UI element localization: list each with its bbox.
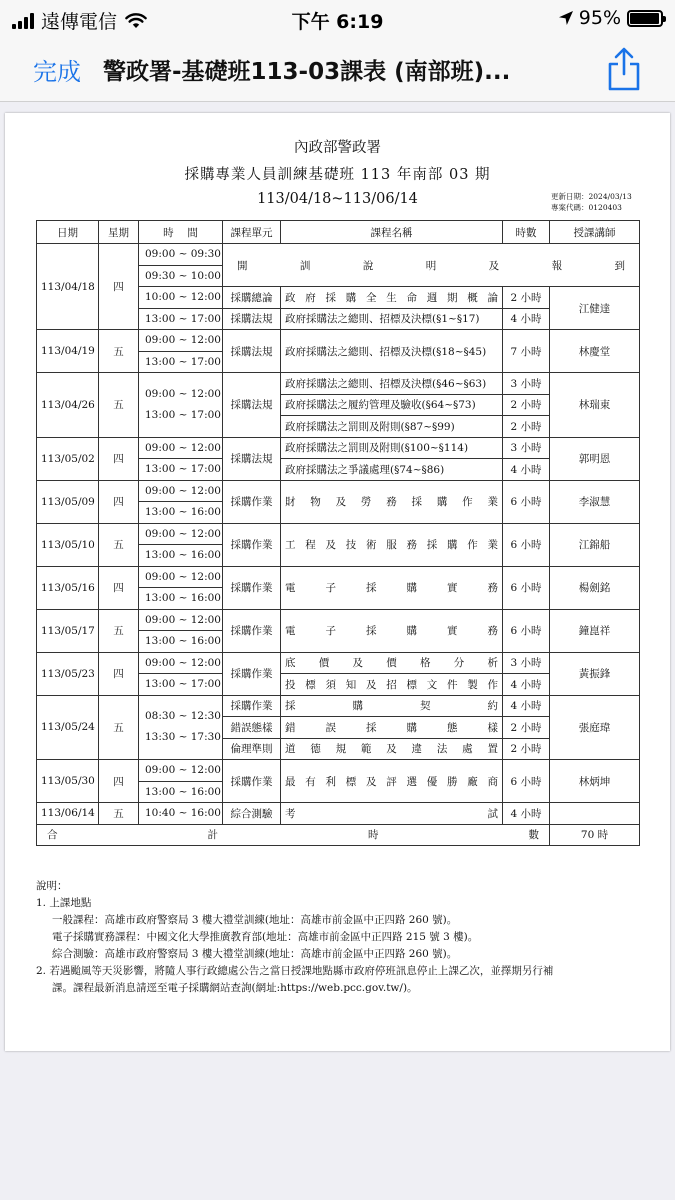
cell-weekday: 五	[99, 803, 139, 825]
cell-unit: 錯誤態樣	[223, 717, 281, 739]
cell-time: 13:00 ~ 16:00	[139, 502, 223, 524]
cell-hours: 3 小時	[503, 373, 550, 395]
cell-date: 113/06/14	[37, 803, 99, 825]
cell-time	[139, 695, 223, 760]
cell-instructor: 林瑞東	[550, 373, 640, 438]
cell-unit: 綜合測驗	[223, 803, 281, 825]
cell-hours: 3 小時	[503, 437, 550, 459]
cell-time: 13:00 ~ 16:00	[139, 588, 223, 610]
cell-course-name: 工程及技術服務採購作業	[281, 523, 503, 566]
cell-time: 09:00 ~ 12:00	[139, 330, 223, 352]
cell-weekday: 四	[99, 244, 139, 330]
cell-unit: 採購作業	[223, 566, 281, 609]
cell-hours: 6 小時	[503, 566, 550, 609]
table-row	[37, 480, 640, 502]
table-row	[37, 523, 640, 545]
cell-weekday: 五	[99, 523, 139, 566]
cell-unit: 採購作業	[223, 695, 281, 717]
cell-time: 10:40 ~ 16:00	[139, 803, 223, 825]
cell-time: 13:00 ~ 16:00	[139, 631, 223, 653]
cell-course-name: 採購契約	[281, 695, 503, 717]
cell-hours: 7 小時	[503, 330, 550, 373]
cell-weekday: 五	[99, 330, 139, 373]
table-row	[37, 437, 640, 459]
cell-unit: 採購法規	[223, 308, 281, 330]
header-date: 日期	[37, 221, 99, 244]
note-line: 綜合測驗：高雄市政府警察局 3 樓大禮堂訓練(地址：高雄市前金區中正四路 260 號)。	[52, 948, 458, 960]
cell-date: 113/05/23	[37, 652, 99, 695]
cell-time: 09:00 ~ 12:00	[139, 480, 223, 502]
cell-date: 113/05/17	[37, 609, 99, 652]
clock: 下午 6:19	[291, 11, 384, 33]
doc-agency: 內政部警政署	[294, 140, 381, 156]
header-unit: 課程單元	[223, 221, 281, 244]
total-hours: 70 時	[550, 824, 640, 846]
cell-instructor	[550, 803, 640, 825]
cell-date: 113/05/30	[37, 760, 99, 803]
cell-unit: 採購法規	[223, 373, 281, 438]
doc-project-code: 專案代碼：0120403	[551, 203, 622, 212]
cell-course-name: 投標須知及招標文件製作	[281, 674, 503, 696]
battery-level	[630, 13, 659, 24]
notes-heading: 說明：	[36, 880, 68, 892]
table-row	[37, 609, 640, 631]
note-line: 一般課程：高雄市政府警察局 3 樓大禮堂訓練(地址：高雄市前金區中正四路 260 號)。	[52, 914, 458, 926]
total-row	[37, 824, 640, 846]
cell-hours: 2 小時	[503, 394, 550, 416]
share-icon[interactable]	[604, 46, 644, 92]
cell-hours: 4 小時	[503, 459, 550, 481]
cell-weekday: 四	[99, 566, 139, 609]
cell-instructor: 郭明恩	[550, 437, 640, 480]
cell-date: 113/05/09	[37, 480, 99, 523]
header-time: 時 間	[139, 221, 223, 244]
cell-time	[139, 373, 223, 438]
location-arrow-icon	[558, 10, 574, 26]
cell-date: 113/05/10	[37, 523, 99, 566]
cell-unit: 採購作業	[223, 652, 281, 695]
cell-time: 09:00 ~ 12:00	[139, 437, 223, 459]
cell-unit: 採購作業	[223, 523, 281, 566]
done-button[interactable]: 完成	[33, 52, 81, 87]
cell-hours: 6 小時	[503, 760, 550, 803]
cell-unit: 倫理準則	[223, 738, 281, 760]
table-row	[37, 330, 640, 352]
cell-hours: 2 小時	[503, 287, 550, 309]
notes-section	[36, 878, 651, 997]
cell-course-name: 財物及勞務採購作業	[281, 480, 503, 523]
status-right	[558, 7, 663, 29]
cell-time: 13:00 ~ 16:00	[139, 545, 223, 567]
cell-time: 13:00 ~ 17:00	[139, 308, 223, 330]
table-header-row	[37, 221, 640, 244]
cell-date: 113/05/24	[37, 695, 99, 760]
note-line: 課。課程最新消息請逕至電子採購網站查詢(網址:https://web.pcc.gov.tw/)。	[52, 982, 418, 994]
cell-time: 09:00 ~ 12:00	[139, 609, 223, 631]
cell-time: 09:30 ~ 10:00	[139, 265, 223, 287]
cell-date: 113/05/02	[37, 437, 99, 480]
cell-course-name: 考試	[281, 803, 503, 825]
cell-time: 09:00 ~ 09:30	[139, 244, 223, 266]
cell-date: 113/04/18	[37, 244, 99, 330]
cell-date: 113/04/26	[37, 373, 99, 438]
cell-time: 09:00 ~ 12:00	[139, 523, 223, 545]
battery-icon	[627, 10, 663, 27]
cell-weekday: 四	[99, 480, 139, 523]
table-row	[37, 803, 640, 825]
cell-time: 13:00 ~ 17:00	[139, 459, 223, 481]
cell-hours: 4 小時	[503, 674, 550, 696]
cell-unit: 採購法規	[223, 437, 281, 480]
cell-hours: 6 小時	[503, 480, 550, 523]
note-line: 電子採購實務課程：中國文化大學推廣教育部(地址：高雄市前金區中正四路 215 號 3 樓)。	[52, 931, 479, 943]
cell-course-name: 道德規範及違法處置	[281, 738, 503, 760]
cell-unit: 採購作業	[223, 480, 281, 523]
cell-hours: 6 小時	[503, 523, 550, 566]
cell-course-name: 最有利標及評選優勝廠商	[281, 760, 503, 803]
cell-time: 13:00 ~ 17:00	[139, 674, 223, 696]
time-slot: 13:30 ~ 17:30	[145, 731, 221, 744]
cell-course-name: 政府採購法之總則、招標及決標(§46~§63)	[281, 373, 503, 395]
cell-weekday: 四	[99, 760, 139, 803]
cell-hours: 4 小時	[503, 695, 550, 717]
cell-time: 13:00 ~ 17:00	[139, 351, 223, 373]
cell-course-name: 政府採購法之爭議處理(§74~§86)	[281, 459, 503, 481]
cell-hours: 4 小時	[503, 308, 550, 330]
header-course-name: 課程名稱	[281, 221, 503, 244]
doc-date-range: 113/04/18~113/06/14	[257, 191, 418, 207]
cell-time: 09:00 ~ 12:00	[139, 652, 223, 674]
document-page	[5, 113, 670, 1051]
cell-instructor: 林慶堂	[550, 330, 640, 373]
cell-unit: 採購總論	[223, 287, 281, 309]
cell-hours: 3 小時	[503, 652, 550, 674]
table-row	[37, 652, 640, 674]
cell-time: 09:00 ~ 12:00	[139, 760, 223, 782]
cell-instructor: 江錦船	[550, 523, 640, 566]
table-row	[37, 695, 640, 717]
cell-course-name: 底價及價格分析	[281, 652, 503, 674]
cell-course-name: 政府採購法之總則、招標及決標(§1~§17)	[281, 308, 503, 330]
table-row	[37, 373, 640, 395]
table-row	[37, 244, 640, 266]
cell-course-name: 政府採購全生命週期概論	[281, 287, 503, 309]
header-weekday: 星期	[99, 221, 139, 244]
note-item: 2. 若遇颱風等天災影響，將隨人事行政總處公告之當日授課地點縣市政府停班訊息停止上課乙次，並擇期另行補	[36, 965, 554, 977]
carrier-name: 遠傳電信	[41, 11, 118, 33]
note-item: 1. 上課地點	[36, 897, 92, 909]
cell-unit: 採購作業	[223, 609, 281, 652]
navigation-bar	[0, 36, 675, 102]
cell-weekday: 五	[99, 373, 139, 438]
document-title: 警政署-基礎班113-03課表 (南部班)...	[103, 59, 511, 85]
cell-weekday: 四	[99, 437, 139, 480]
cell-course-name: 錯誤採購態樣	[281, 717, 503, 739]
doc-updated-date: 更新日期：2024/03/13	[551, 192, 632, 201]
cell-course-name: 政府採購法之履約管理及驗收(§64~§73)	[281, 394, 503, 416]
battery-percent: 95%	[578, 7, 621, 29]
cell-instructor: 張庭瑋	[550, 695, 640, 760]
schedule-table	[36, 220, 640, 846]
cell-weekday: 五	[99, 695, 139, 760]
time-slot: 08:30 ~ 12:30	[145, 710, 221, 723]
cell-unit: 採購作業	[223, 760, 281, 803]
cell-instructor: 林炳坤	[550, 760, 640, 803]
header-hours: 時數	[503, 221, 550, 244]
cell-hours: 2 小時	[503, 738, 550, 760]
cell-weekday: 五	[99, 609, 139, 652]
header-instructor: 授課講師	[550, 221, 640, 244]
total-label: 合計時數	[37, 824, 550, 846]
cell-instructor: 鐘崑祥	[550, 609, 640, 652]
cell-hours: 4 小時	[503, 803, 550, 825]
doc-meta	[551, 191, 632, 213]
cell-time: 13:00 ~ 16:00	[139, 781, 223, 803]
table-row	[37, 566, 640, 588]
cell-hours: 6 小時	[503, 609, 550, 652]
cell-time: 09:00 ~ 12:00	[139, 566, 223, 588]
cell-time: 10:00 ~ 12:00	[139, 287, 223, 309]
cell-date: 113/05/16	[37, 566, 99, 609]
doc-course-title: 採購專業人員訓練基礎班 113 年南部 03 期	[184, 167, 491, 183]
time-slot: 13:00 ~ 17:00	[145, 408, 221, 421]
cell-course-name: 政府採購法之總則、招標及決標(§18~§45)	[281, 330, 503, 373]
cell-opening: 開訓說明及報到	[223, 244, 640, 287]
cell-hours: 2 小時	[503, 717, 550, 739]
status-bar	[0, 0, 675, 36]
cell-instructor: 李淑慧	[550, 480, 640, 523]
cell-course-name: 電子採購實務	[281, 609, 503, 652]
cell-instructor: 江健達	[550, 287, 640, 330]
cell-instructor: 黃振鋒	[550, 652, 640, 695]
cell-instructor: 楊劍銘	[550, 566, 640, 609]
table-row	[37, 760, 640, 782]
cell-unit: 採購法規	[223, 330, 281, 373]
cell-date: 113/04/19	[37, 330, 99, 373]
cell-weekday: 四	[99, 652, 139, 695]
cell-course-name: 政府採購法之罰則及附則(§87~§99)	[281, 416, 503, 438]
cell-course-name: 電子採購實務	[281, 566, 503, 609]
time-slot: 09:00 ~ 12:00	[145, 387, 221, 400]
cell-hours: 2 小時	[503, 416, 550, 438]
cell-course-name: 政府採購法之罰則及附則(§100~§114)	[281, 437, 503, 459]
